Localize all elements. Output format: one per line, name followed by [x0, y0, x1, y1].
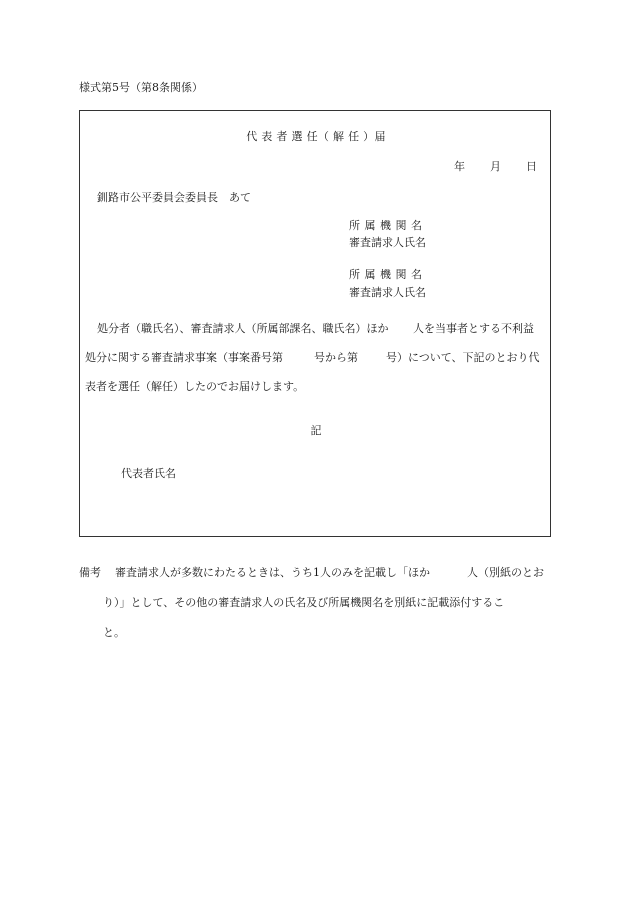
applicant-name-label-1: 審査請求人氏名 — [349, 236, 426, 249]
date-year: 年 — [454, 160, 465, 173]
representative-name-label: 代表者氏名 — [121, 467, 176, 480]
affiliation-org-label-1: 所 属 機 関 名 — [349, 219, 423, 232]
remarks-line-2: り）」として、その他の審査請求人の氏名及び所属機関名を別紙に記載添付するこ — [103, 596, 505, 609]
remarks-line-3: と。 — [103, 626, 125, 639]
body-line-3: 表者を選任（解任）したのでお届けします。 — [85, 380, 305, 393]
body-line-1a: 処分者（職氏名）、審査請求人（所属部課名、職氏名）ほか — [97, 322, 389, 335]
addressee: 釧路市公平委員会委員長 あて — [97, 191, 251, 204]
affiliation-org-label-2: 所 属 機 関 名 — [349, 268, 423, 281]
body-line-2b: 号から第 — [314, 351, 358, 364]
date-day: 日 — [526, 160, 537, 173]
body-line-2a: 処分に関する審査請求事案（事案番号第 — [85, 351, 283, 364]
form-box — [79, 110, 551, 537]
applicant-name-label-2: 審査請求人氏名 — [349, 286, 426, 299]
body-line-1b: 人を当事者とする不利益 — [413, 322, 534, 335]
remarks-line-1b: 人（別紙のとお — [467, 566, 544, 579]
remarks-label: 備考 — [79, 566, 101, 579]
body-line-2c: 号）について、下記のとおり代 — [386, 351, 540, 364]
remarks-line-1a: 審査請求人が多数にわたるときは、うち1人のみを記載し「ほか — [115, 566, 430, 579]
record-mark: 記 — [310, 424, 322, 437]
form-number: 様式第5号（第8条関係） — [79, 81, 203, 94]
document-title: 代 表 者 選 任（ 解 任 ）届 — [246, 130, 386, 143]
date-month: 月 — [490, 160, 501, 173]
